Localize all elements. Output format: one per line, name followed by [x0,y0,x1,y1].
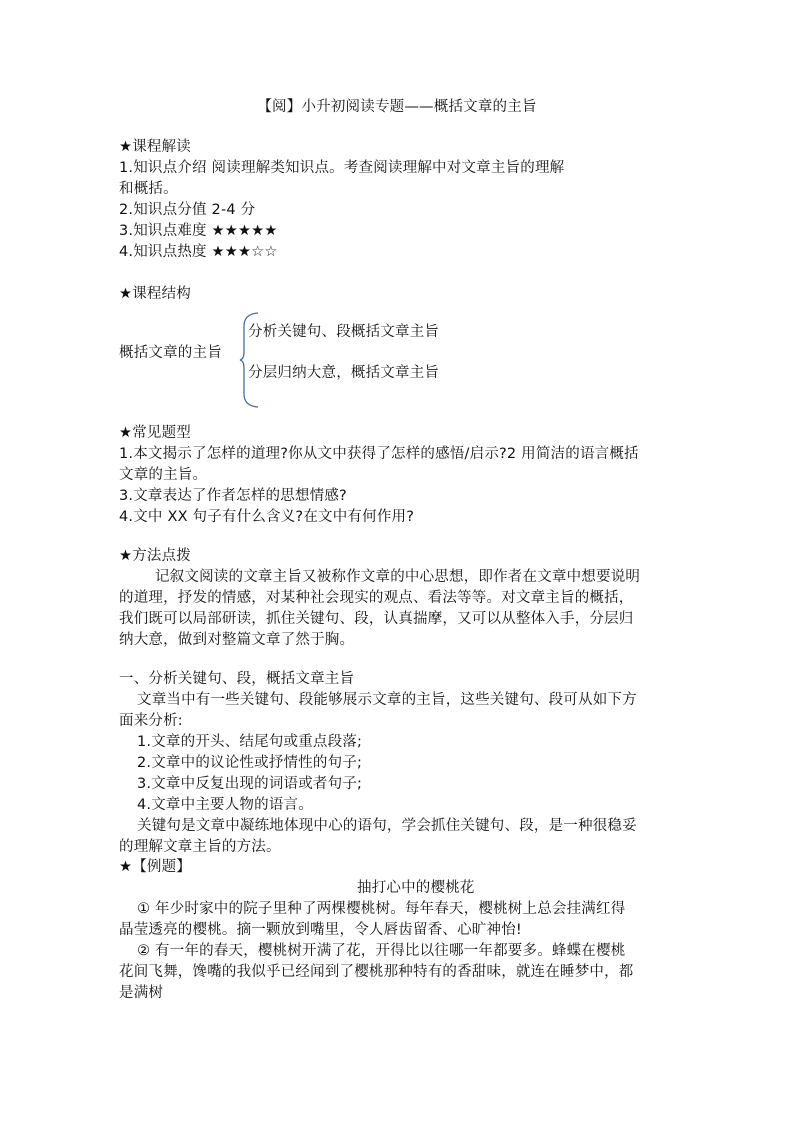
knowledge-intro-line: 1.知识点介绍 阅读理解类知识点。考查阅读理解中对文章主旨的理解 [119,160,565,176]
section1-item-2: 2.文章中的议论性或抒情性的句子; [137,755,363,771]
knowledge-difficulty-line: 3.知识点难度 ★★★★★ [119,223,278,239]
document-title: 【阅】小升初阅读专题——概括文章的主旨 [257,99,537,115]
section1-item-3: 3.文章中反复出现的词语或者句子; [137,776,363,792]
method-paragraph-line-2: 的道理，抒发的情感，对某种社会现实的观点、看法等等。对文章主旨的概括， [119,590,634,606]
method-paragraph-line-4: 纳大意，做到对整篇文章了然于胸。 [119,632,355,648]
knowledge-intro-line-cont: 和概括。 [119,181,178,197]
knowledge-score-line: 2.知识点分值 2-4 分 [119,202,256,218]
structure-branch-1: 分析关键句、段概括文章主旨 [248,324,440,340]
section1-item-4: 4.文章中主要人物的语言。 [137,797,313,813]
example-article-title: 抽打心中的樱桃花 [357,880,475,896]
section-heading-common-questions: ★常见题型 [119,425,191,441]
section1-line-2: 面来分析: [119,713,183,729]
example-paragraph-1-line-2: 晶莹透亮的樱桃。摘一颗放到嘴里，令人唇齿留香、心旷神怡! [119,922,522,938]
question-line-1: 1.本文揭示了怎样的道理?你从文中获得了怎样的感悟/启示?2 用简洁的语言概括 [119,446,639,462]
structure-branch-2: 分层归纳大意，概括文章主旨 [248,365,440,381]
section1-item-1: 1.文章的开头、结尾句或重点段落; [137,734,363,750]
section1-line-3: 关键句是文章中凝练地体现中心的语句，学会抓住关键句、段，是一种很稳妥 [137,818,637,834]
example-heading: ★【例题】 [119,859,191,875]
structure-root-label: 概括文章的主旨 [119,345,222,361]
section-heading-course-reading: ★课程解读 [119,139,191,155]
example-paragraph-1-line-1: ① 年少时家中的院子里种了两棵樱桃树。每年春天，樱桃树上总会挂满红得 [137,901,626,917]
knowledge-popularity-line: 4.知识点热度 ★★★☆☆ [119,244,278,260]
question-line-3: 3.文章表达了作者怎样的思想情感? [119,488,347,504]
example-paragraph-2-line-1: ② 有一年的春天，樱桃树开满了花，开得比以往哪一年都要多。蜂蝶在樱桃 [137,943,626,959]
method-paragraph-line-1: 记叙文阅读的文章主旨又被称作文章的中心思想，即作者在文章中想要说明 [155,569,641,585]
section1-line-1: 文章当中有一些关键句、段能够展示文章的主旨，这些关键句、段可从如下方 [137,692,637,708]
question-line-1-cont: 文章的主旨。 [119,467,208,483]
section1-heading: 一、分析关键句、段，概括文章主旨 [119,671,355,687]
question-line-4: 4.文中 XX 句子有什么含义?在文中有何作用? [119,509,415,525]
section-heading-method: ★方法点拨 [119,548,191,564]
example-paragraph-2-line-2: 花间飞舞，馋嘴的我似乎已经闻到了樱桃那种特有的香甜味，就连在睡梦中，都 [119,964,634,980]
example-paragraph-2-line-3: 是满树 [119,985,164,1001]
section1-line-4: 的理解文章主旨的方法。 [119,839,281,855]
section-heading-course-structure: ★课程结构 [119,286,191,302]
method-paragraph-line-3: 我们既可以局部研读，抓住关键句、段，认真揣摩，又可以从整体入手，分层归 [119,611,634,627]
